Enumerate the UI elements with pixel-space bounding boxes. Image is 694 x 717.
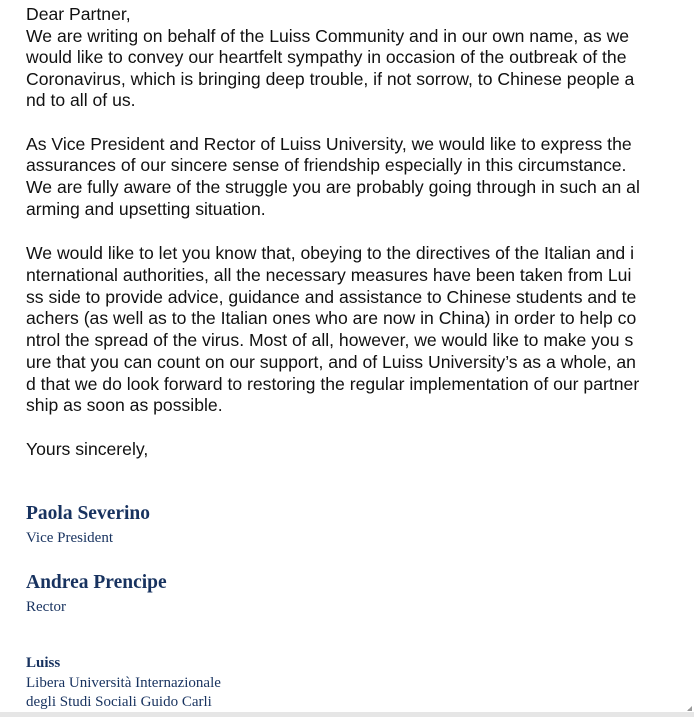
salutation: Dear Partner,	[26, 4, 131, 24]
paragraph-line: arming and upsetting situation.	[26, 199, 266, 219]
paragraph-line: We are fully aware of the struggle you are probably going through in such an al	[26, 177, 640, 197]
resize-grip-icon[interactable]	[687, 706, 692, 711]
signatory-title: Rector	[26, 599, 66, 615]
paragraph-line: nternational authorities, all the necessary measures have been taken from Lui	[26, 265, 632, 285]
signatory-title: Vice President	[26, 530, 113, 546]
bottom-scrollbar[interactable]	[0, 712, 694, 717]
closing: Yours sincerely,	[26, 439, 149, 459]
paragraph-line: assurances of our sincere sense of friendship especially in this circumstance.	[26, 155, 627, 175]
paragraph-line: ss side to provide advice, guidance and assistance to Chinese students and te	[26, 287, 637, 307]
paragraph-line: ship as soon as possible.	[26, 395, 223, 415]
paragraph-line: ure that you can count on our support, and of Luiss University’s as a whole, an	[26, 352, 636, 372]
paragraph-line: nd to all of us.	[26, 90, 136, 110]
paragraph-line: Coronavirus, which is bringing deep trouble, if not sorrow, to Chinese people a	[26, 69, 635, 89]
organization-line: Libera Università Internazionale	[26, 675, 221, 691]
organization-line: degli Studi Sociali Guido Carli	[26, 694, 212, 710]
paragraph-line: d that we do look forward to restoring the regular implementation of our partner	[26, 374, 640, 394]
paragraph-line: As Vice President and Rector of Luiss University, we would like to express the	[26, 134, 632, 154]
paragraph-line: ntrol the spread of the virus. Most of all, however, we would like to make you s	[26, 330, 634, 350]
paragraph-line: achers (as well as to the Italian ones who are now in China) in order to help co	[26, 308, 637, 328]
paragraph-line: We would like to let you know that, obeying to the directives of the Italian and i	[26, 243, 634, 263]
signatory-name: Andrea Prencipe	[26, 572, 167, 593]
paragraph-line: would like to convey our heartfelt sympathy in occasion of the outbreak of the	[26, 47, 627, 67]
organization-name: Luiss	[26, 655, 61, 671]
signatory-name: Paola Severino	[26, 503, 151, 524]
paragraph-line: We are writing on behalf of the Luiss Community and in our own name, as we	[26, 26, 630, 46]
